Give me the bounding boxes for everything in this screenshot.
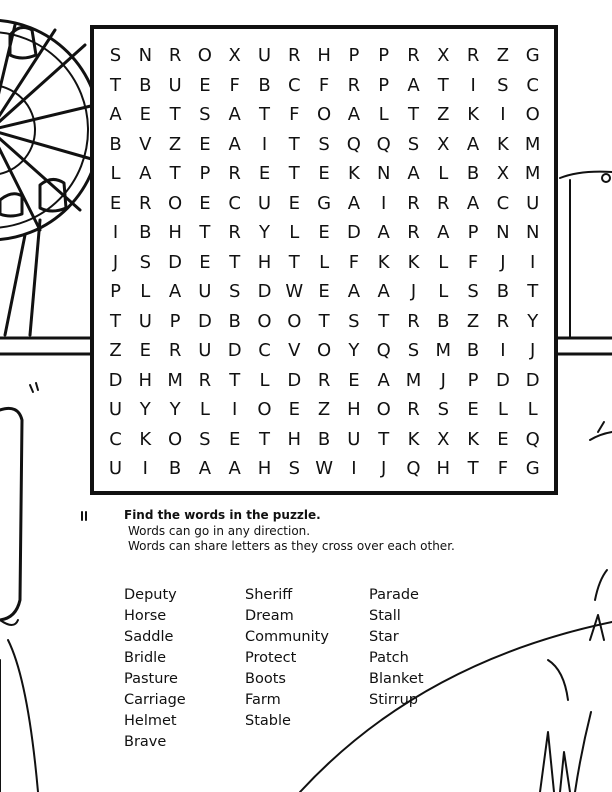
grid-letter-cell[interactable]: O <box>257 310 272 332</box>
grid-letter-cell[interactable]: E <box>497 428 509 450</box>
grid-letter-cell[interactable]: D <box>495 369 510 391</box>
word-list-column-3 <box>369 585 424 711</box>
grid-letter-cell[interactable]: Q <box>525 428 540 450</box>
grid-letter-cell[interactable]: T <box>408 104 419 125</box>
grid-letter-cell[interactable]: P <box>378 74 390 96</box>
grid-letter-cell[interactable]: R <box>139 192 152 214</box>
grid-letter-cell[interactable]: B <box>168 458 182 479</box>
grid-letter-cell[interactable]: M <box>435 340 452 361</box>
grid-letter-cell[interactable]: R <box>317 369 331 391</box>
grid-letter-cell[interactable]: S <box>199 104 211 125</box>
grid-letter-cell[interactable]: Z <box>168 133 182 155</box>
grid-letter-cell[interactable]: E <box>199 133 211 155</box>
grid-letter-cell[interactable]: C <box>109 428 122 450</box>
grid-letter-cell[interactable]: H <box>138 369 153 391</box>
grid-letter-cell[interactable]: Y <box>139 399 151 420</box>
grid-letter-cell[interactable]: H <box>257 458 272 479</box>
grid-letter-cell[interactable]: T <box>199 222 211 243</box>
grid-letter-cell[interactable]: U <box>347 428 361 450</box>
grid-letter-cell[interactable]: I <box>381 192 387 214</box>
grid-letter-cell[interactable]: B <box>317 428 331 450</box>
grid-letter-cell[interactable]: B <box>466 340 480 361</box>
grid-letter-cell[interactable]: S <box>407 133 420 155</box>
grid-letter-cell[interactable]: A <box>347 281 361 302</box>
grid-letter-cell[interactable]: L <box>110 163 121 184</box>
word-list-item: Community <box>245 629 329 645</box>
grid-letter-cell[interactable]: D <box>168 251 183 273</box>
grid-letter-cell[interactable]: M <box>524 163 541 184</box>
grid-letter-cell[interactable]: S <box>139 251 152 273</box>
word-list-item: Carriage <box>124 692 186 708</box>
grid-letter-cell[interactable]: A <box>228 104 241 125</box>
grid-letter-cell[interactable]: J <box>500 251 506 273</box>
grid-letter-cell[interactable]: J <box>112 251 119 273</box>
grid-letter-cell[interactable]: A <box>198 458 212 479</box>
grid-letter-cell[interactable]: R <box>407 192 420 214</box>
word-list-item: Star <box>369 629 399 645</box>
grid-letter-cell[interactable]: N <box>376 163 391 184</box>
grid-letter-cell[interactable]: T <box>378 428 390 450</box>
grid-letter-cell[interactable]: W <box>315 458 333 479</box>
word-list-item: Boots <box>245 671 286 687</box>
word-list-item: Protect <box>245 650 297 666</box>
grid-letter-cell[interactable]: T <box>110 310 121 332</box>
grid-letter-cell[interactable]: B <box>496 281 510 302</box>
grid-letter-cell[interactable]: B <box>437 310 450 332</box>
grid-letter-cell[interactable]: S <box>467 281 479 302</box>
grid-letter-cell[interactable]: P <box>348 45 360 66</box>
grid-letter-cell[interactable]: B <box>466 163 480 184</box>
grid-letter-cell[interactable]: T <box>527 281 539 302</box>
grid-letter-cell[interactable]: A <box>377 281 390 302</box>
grid-letter-cell[interactable]: T <box>169 104 181 125</box>
grid-letter-cell[interactable]: K <box>377 251 390 273</box>
grid-letter-cell[interactable]: X <box>437 133 450 155</box>
grid-letter-cell[interactable]: E <box>139 340 151 361</box>
grid-letter-cell[interactable]: H <box>317 45 331 66</box>
grid-letter-cell[interactable]: X <box>437 428 450 450</box>
grid-letter-cell[interactable]: I <box>500 340 506 361</box>
grid-letter-cell[interactable]: V <box>288 340 301 361</box>
grid-letter-cell[interactable]: I <box>470 74 476 96</box>
word-list-item: Stirrup <box>369 692 418 708</box>
grid-letter-cell[interactable]: I <box>112 222 119 243</box>
grid-letter-cell[interactable]: S <box>348 310 360 332</box>
grid-letter-cell[interactable]: F <box>229 74 240 96</box>
grid-letter-cell[interactable]: Z <box>317 399 331 420</box>
grid-letter-cell[interactable]: N <box>496 222 510 243</box>
grid-letter-cell[interactable]: U <box>138 310 152 332</box>
person-outline-icon <box>0 408 38 792</box>
grid-letter-cell[interactable]: E <box>318 163 330 184</box>
grid-letter-cell[interactable]: K <box>139 428 152 450</box>
grid-letter-cell[interactable]: L <box>140 281 151 302</box>
grid-letter-cell[interactable]: A <box>437 222 450 243</box>
grid-letter-cell[interactable]: L <box>438 251 449 273</box>
word-list-item: Dream <box>245 608 294 624</box>
grid-letter-cell[interactable]: H <box>257 251 272 273</box>
grid-letter-cell[interactable]: B <box>109 133 122 155</box>
grid-letter-cell[interactable]: R <box>347 74 361 96</box>
grid-letter-cell[interactable]: T <box>229 251 241 273</box>
grid-letter-cell[interactable]: L <box>378 104 389 125</box>
grid-letter-cell[interactable]: L <box>199 399 210 420</box>
grid-letter-cell[interactable]: L <box>497 399 508 420</box>
grid-letter-cell[interactable]: S <box>228 281 241 302</box>
grid-letter-cell[interactable]: B <box>139 222 152 243</box>
grid-letter-cell[interactable]: W <box>285 281 304 302</box>
grid-letter-cell[interactable]: N <box>138 45 153 66</box>
word-list-column-1 <box>124 585 186 753</box>
grid-letter-cell[interactable]: F <box>289 104 300 125</box>
grid-letter-cell[interactable]: M <box>167 369 183 391</box>
grid-letter-cell[interactable]: D <box>287 369 302 391</box>
grid-letter-cell[interactable]: B <box>228 310 241 332</box>
grid-letter-cell[interactable]: A <box>377 222 390 243</box>
instructions-line-direction: Words can go in any direction. <box>128 524 311 538</box>
word-list-column-2 <box>245 585 329 732</box>
grid-letter-cell[interactable]: O <box>317 340 332 361</box>
grid-letter-cell[interactable]: A <box>347 192 361 214</box>
grid-letter-cell[interactable]: B <box>139 74 152 96</box>
grid-letter-cell[interactable]: P <box>169 310 181 332</box>
grid-letter-cell[interactable]: A <box>407 163 420 184</box>
grid-letter-cell[interactable]: J <box>410 281 417 302</box>
word-list-item: Blanket <box>369 671 424 687</box>
grid-letter-cell[interactable]: T <box>229 369 241 391</box>
grid-letter-cell[interactable]: T <box>437 74 449 96</box>
grid-letter-cell[interactable]: X <box>437 45 450 66</box>
grid-letter-cell[interactable]: Y <box>169 399 181 420</box>
grid-letter-cell[interactable]: V <box>139 133 152 155</box>
grid-letter-cell[interactable]: L <box>259 369 270 391</box>
grid-letter-cell[interactable]: X <box>228 45 241 66</box>
grid-letter-cell[interactable]: Y <box>259 222 270 243</box>
grid-letter-cell[interactable]: M <box>405 369 422 391</box>
grid-letter-cell[interactable]: R <box>228 163 241 184</box>
grid-letter-cell[interactable]: B <box>258 74 271 96</box>
grid-letter-cell[interactable]: T <box>467 458 479 479</box>
grid-letter-cell[interactable]: A <box>168 281 182 302</box>
word-search-grid-frame <box>90 25 558 495</box>
grid-letter-cell[interactable]: S <box>497 74 509 96</box>
grid-letter-cell[interactable]: D <box>257 281 272 302</box>
grid-letter-cell[interactable]: T <box>259 104 270 125</box>
word-list-item: Brave <box>124 734 167 750</box>
grid-letter-cell[interactable]: A <box>139 163 152 184</box>
grid-letter-cell[interactable]: Z <box>109 340 122 361</box>
grid-letter-cell[interactable]: E <box>288 399 300 420</box>
grid-letter-cell[interactable]: T <box>318 310 330 332</box>
grid-letter-cell[interactable]: L <box>438 163 449 184</box>
grid-letter-cell[interactable]: T <box>288 251 300 273</box>
grid-letter-cell[interactable]: F <box>348 251 360 273</box>
grid-letter-cell[interactable]: A <box>228 458 241 479</box>
grid-letter-cell[interactable]: R <box>496 310 510 332</box>
grid-letter-cell[interactable]: E <box>229 428 241 450</box>
word-list-item: Farm <box>245 692 281 708</box>
word-list-item: Parade <box>369 587 419 603</box>
grid-letter-cell[interactable]: R <box>407 45 420 66</box>
grid-letter-cell[interactable]: F <box>318 74 330 96</box>
grid-letter-cell[interactable]: U <box>198 281 212 302</box>
grid-letter-cell[interactable]: J <box>381 458 387 479</box>
grid-letter-cell[interactable]: T <box>378 310 390 332</box>
word-list-item: Sheriff <box>245 587 293 603</box>
grid-letter-cell[interactable]: P <box>467 369 479 391</box>
grid-letter-cell[interactable]: K <box>467 428 479 450</box>
grid-letter-cell[interactable]: Q <box>346 133 361 155</box>
grid-letter-cell[interactable]: X <box>496 163 510 184</box>
grid-letter-cell[interactable]: G <box>525 458 540 479</box>
grid-letter-cell[interactable]: D <box>525 369 540 391</box>
grid-letter-cell[interactable]: A <box>347 104 361 125</box>
grid-letter-cell[interactable]: O <box>525 104 540 125</box>
grid-letter-cell[interactable]: R <box>407 222 420 243</box>
grid-letter-cell[interactable]: P <box>110 281 121 302</box>
grid-letter-cell[interactable]: K <box>467 104 479 125</box>
grid-letter-cell[interactable]: S <box>109 45 122 66</box>
grid-letter-cell[interactable]: Q <box>376 340 391 361</box>
grid-letter-cell[interactable]: E <box>199 251 211 273</box>
grid-letter-cell[interactable]: P <box>467 222 479 243</box>
grid-letter-cell[interactable]: H <box>347 399 361 420</box>
grid-letter-cell[interactable]: I <box>500 104 506 125</box>
grid-letter-cell[interactable]: T <box>169 163 181 184</box>
grid-letter-cell[interactable]: E <box>467 399 479 420</box>
grid-letter-cell[interactable]: Y <box>527 310 539 332</box>
grid-letter-cell[interactable]: E <box>139 104 151 125</box>
grid-letter-cell[interactable]: A <box>109 104 122 125</box>
grid-letter-cell[interactable]: P <box>199 163 211 184</box>
grid-letter-cell[interactable]: O <box>197 45 212 66</box>
grid-letter-cell[interactable]: A <box>407 74 420 96</box>
grid-letter-cell[interactable]: O <box>257 399 272 420</box>
grid-letter-cell[interactable]: C <box>228 192 241 214</box>
grid-letter-cell[interactable]: O <box>168 428 183 450</box>
grid-letter-cell[interactable]: R <box>228 222 241 243</box>
grid-letter-cell[interactable]: T <box>288 163 300 184</box>
grid-letter-cell[interactable]: D <box>197 310 212 332</box>
grid-letter-cell[interactable]: G <box>317 192 332 214</box>
grid-letter-cell[interactable]: F <box>467 251 479 273</box>
grid-letter-cell[interactable]: L <box>319 251 330 273</box>
grid-letter-cell[interactable]: M <box>524 133 541 155</box>
grid-letter-cell[interactable]: O <box>168 192 183 214</box>
grid-letter-cell[interactable]: R <box>168 340 182 361</box>
grid-letter-cell[interactable]: K <box>407 428 420 450</box>
grid-letter-cell[interactable]: A <box>466 133 480 155</box>
grid-letter-cell[interactable]: E <box>318 222 330 243</box>
grid-letter-cell[interactable]: Q <box>376 133 391 155</box>
instructions-line-share: Words can share letters as they cross over each other. <box>128 539 455 553</box>
word-list-item: Deputy <box>124 587 177 603</box>
grid-letter-cell[interactable]: E <box>318 281 330 302</box>
grid-letter-cell[interactable]: C <box>288 74 301 96</box>
grid-letter-cell[interactable]: I <box>261 133 268 155</box>
grid-letter-cell[interactable]: E <box>288 192 300 214</box>
grid-letter-cell[interactable]: T <box>259 428 270 450</box>
grid-letter-cell[interactable]: S <box>199 428 211 450</box>
grid-letter-cell[interactable]: L <box>438 281 449 302</box>
grid-letter-cell[interactable]: E <box>348 369 360 391</box>
grid-letter-cell[interactable]: I <box>142 458 148 479</box>
grid-letter-cell[interactable]: E <box>258 163 271 184</box>
grid-letter-cell[interactable]: E <box>109 192 122 214</box>
grid-letter-cell[interactable]: S <box>288 458 301 479</box>
grid-letter-cell[interactable]: C <box>496 192 510 214</box>
grid-letter-cell[interactable]: H <box>436 458 451 479</box>
grid-letter-cell[interactable]: R <box>407 399 420 420</box>
grid-letter-cell[interactable]: U <box>257 45 272 66</box>
grid-letter-cell[interactable]: S <box>407 340 420 361</box>
grid-letter-cell[interactable]: Y <box>348 340 360 361</box>
grid-letter-cell[interactable]: Q <box>406 458 421 479</box>
grid-letter-cell[interactable]: T <box>288 133 300 155</box>
grid-letter-cell[interactable]: K <box>496 133 509 155</box>
grid-letter-cell[interactable]: Z <box>437 104 450 125</box>
grid-letter-cell[interactable]: C <box>526 74 539 96</box>
grid-letter-cell[interactable]: G <box>525 45 540 66</box>
grid-letter-cell[interactable]: I <box>351 458 357 479</box>
grid-letter-cell[interactable]: R <box>168 45 182 66</box>
grid-letter-cell[interactable]: R <box>466 45 480 66</box>
grid-letter-cell[interactable]: K <box>347 163 360 184</box>
grid-letter-cell[interactable]: R <box>198 369 212 391</box>
ferris-wheel-icon <box>0 20 100 335</box>
word-list-item: Pasture <box>124 671 178 687</box>
grid-letter-cell[interactable]: J <box>440 369 446 391</box>
grid-letter-cell[interactable]: R <box>437 192 450 214</box>
grid-letter-cell[interactable]: U <box>108 399 123 420</box>
grid-letter-cell[interactable]: Z <box>496 45 510 66</box>
grid-letter-cell[interactable]: U <box>168 74 182 96</box>
grid-letter-cell[interactable]: K <box>407 251 420 273</box>
word-list-item: Horse <box>124 608 167 624</box>
grid-letter-cell[interactable]: N <box>525 222 540 243</box>
grid-letter-cell[interactable]: C <box>258 340 271 361</box>
grid-letter-cell[interactable]: A <box>228 133 241 155</box>
grid-letter-cell[interactable]: I <box>232 399 238 420</box>
grid-letter-cell[interactable]: U <box>198 340 212 361</box>
grid-letter-cell[interactable]: U <box>526 192 540 214</box>
word-list-item: Stable <box>245 713 291 729</box>
grid-letter-cell[interactable]: Z <box>466 310 480 332</box>
grid-letter-cell[interactable]: U <box>257 192 272 214</box>
grid-letter-cell[interactable]: O <box>376 399 391 420</box>
grid-letter-cell[interactable]: J <box>530 340 536 361</box>
word-list-item: Patch <box>369 650 409 666</box>
grid-letter-cell[interactable]: L <box>527 399 538 420</box>
grid-letter-cell[interactable]: S <box>437 399 450 420</box>
grid-letter-cell[interactable]: D <box>346 222 361 243</box>
grid-letter-cell[interactable]: I <box>530 251 536 273</box>
grid-letter-cell[interactable]: A <box>377 369 390 391</box>
grid-letter-cell[interactable]: P <box>378 45 390 66</box>
word-list-item: Helmet <box>124 713 177 729</box>
grid-letter-cell[interactable]: S <box>318 133 330 155</box>
grid-letter-cell[interactable]: R <box>407 310 420 332</box>
grid-letter-cell[interactable]: H <box>287 428 302 450</box>
grid-letter-cell[interactable]: D <box>227 340 242 361</box>
word-list-item: Stall <box>369 608 401 624</box>
grid-letter-cell[interactable]: O <box>287 310 302 332</box>
grid-letter-cell[interactable]: O <box>317 104 332 125</box>
grid-letter-cell[interactable]: E <box>199 192 211 214</box>
grid-letter-cell[interactable]: E <box>199 74 211 96</box>
grid-letter-cell[interactable]: T <box>110 74 121 96</box>
grid-letter-cell[interactable]: L <box>289 222 300 243</box>
instructions <box>124 508 455 554</box>
word-list-item: Saddle <box>124 629 174 645</box>
instructions-title: Find the words in the puzzle. <box>124 508 321 522</box>
grid-letter-cell[interactable]: D <box>108 369 123 391</box>
grid-letter-cell[interactable]: H <box>168 222 182 243</box>
grid-letter-cell[interactable]: F <box>497 458 509 479</box>
word-list-item: Bridle <box>124 650 167 666</box>
grid-letter-cell[interactable]: R <box>288 45 301 66</box>
grid-letter-cell[interactable]: A <box>466 192 480 214</box>
grid-letter-cell[interactable]: U <box>108 458 123 479</box>
